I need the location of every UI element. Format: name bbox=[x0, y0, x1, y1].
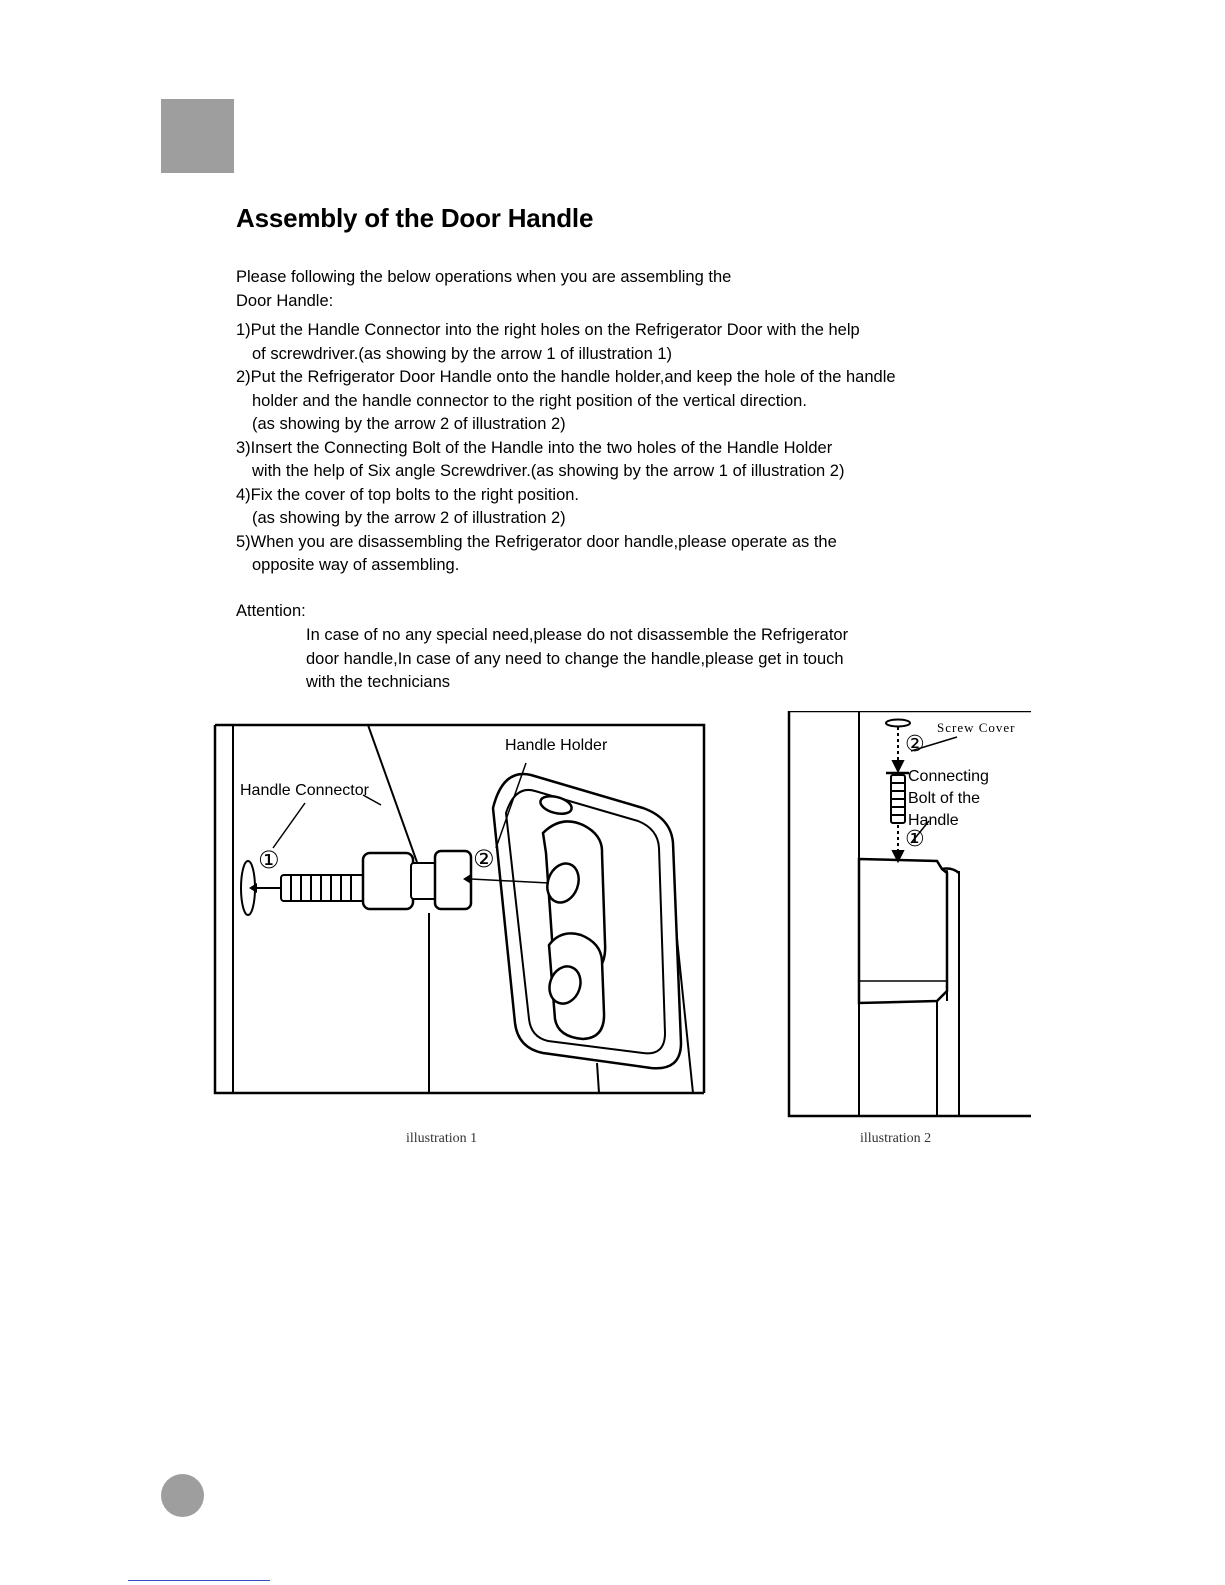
illustration-1-caption: illustration 1 bbox=[406, 1131, 478, 1146]
step-line: 2)Put the Refrigerator Door Handle onto the handle holder,and keep the hole of the handle bbox=[236, 368, 896, 386]
attention-line: with the technicians bbox=[306, 673, 450, 690]
step-line: 1)Put the Handle Connector into the right holes on the Refrigerator Door with the help bbox=[236, 321, 860, 339]
step-4 bbox=[236, 484, 896, 531]
marker-1: ① bbox=[905, 827, 925, 852]
step-5 bbox=[236, 531, 896, 578]
step-2 bbox=[236, 366, 896, 437]
attention-line: In case of no any special need,please do not disassemble the Refrigerator bbox=[306, 626, 849, 644]
handle-holder-label: Handle Holder bbox=[505, 737, 608, 754]
page-title: Assembly of the Door Handle bbox=[236, 203, 594, 233]
bolt-label-line: Handle bbox=[908, 812, 959, 829]
section-marker-block bbox=[161, 99, 234, 173]
marker-1: ① bbox=[258, 846, 280, 874]
handle-connector-label: Handle Connector bbox=[240, 782, 369, 799]
intro-line: Door Handle: bbox=[236, 291, 334, 310]
step-line: 5)When you are disassembling the Refrigerator door handle,please operate as the bbox=[236, 532, 837, 551]
step-line: (as showing by the arrow 2 of illustration 2) bbox=[252, 509, 566, 527]
screw-cover-label: Screw Cover bbox=[937, 720, 1016, 735]
step-line: 4)Fix the cover of top bolts to the right position. bbox=[236, 485, 580, 504]
step-line: holder and the handle connector to the right position of the vertical direction. bbox=[252, 391, 807, 410]
step-line: opposite way of assembling. bbox=[252, 556, 460, 574]
illustration-1 bbox=[213, 723, 706, 1107]
steps-list bbox=[236, 319, 896, 578]
marker-2: ② bbox=[905, 732, 925, 757]
illustration-2-caption: illustration 2 bbox=[860, 1131, 932, 1146]
bolt-label-line: Connecting bbox=[908, 768, 989, 785]
handle-holder-profile bbox=[859, 859, 959, 1003]
handle-holder-body bbox=[493, 774, 681, 1068]
page-number-dot bbox=[161, 1474, 204, 1517]
step-3 bbox=[236, 437, 896, 484]
step-1 bbox=[236, 319, 896, 366]
bolt-label-line: Bolt of the bbox=[908, 790, 981, 807]
step-line: with the help of Six angle Screwdriver.(as showing by the arrow 1 of illustration 2) bbox=[252, 462, 845, 480]
marker-2: ② bbox=[473, 845, 495, 873]
step-line: of screwdriver.(as showing by the arrow 1 of illustration 1) bbox=[252, 344, 673, 363]
step-line: (as showing by the arrow 2 of illustration 2) bbox=[252, 415, 566, 433]
intro-paragraph bbox=[236, 266, 731, 313]
attention-body bbox=[306, 624, 848, 690]
attention-line: door handle,In case of any need to change the handle,please get in touch bbox=[306, 649, 844, 668]
intro-line: Please following the below operations when you are assembling the bbox=[236, 268, 732, 286]
step-line: 3)Insert the Connecting Bolt of the Handle into the two holes of the Handle Holder bbox=[236, 438, 833, 457]
connecting-bolt-label bbox=[908, 768, 993, 829]
footer-link-underline bbox=[128, 1580, 270, 1581]
illustration-2 bbox=[787, 711, 1031, 1118]
attention-label: Attention: bbox=[236, 602, 306, 620]
